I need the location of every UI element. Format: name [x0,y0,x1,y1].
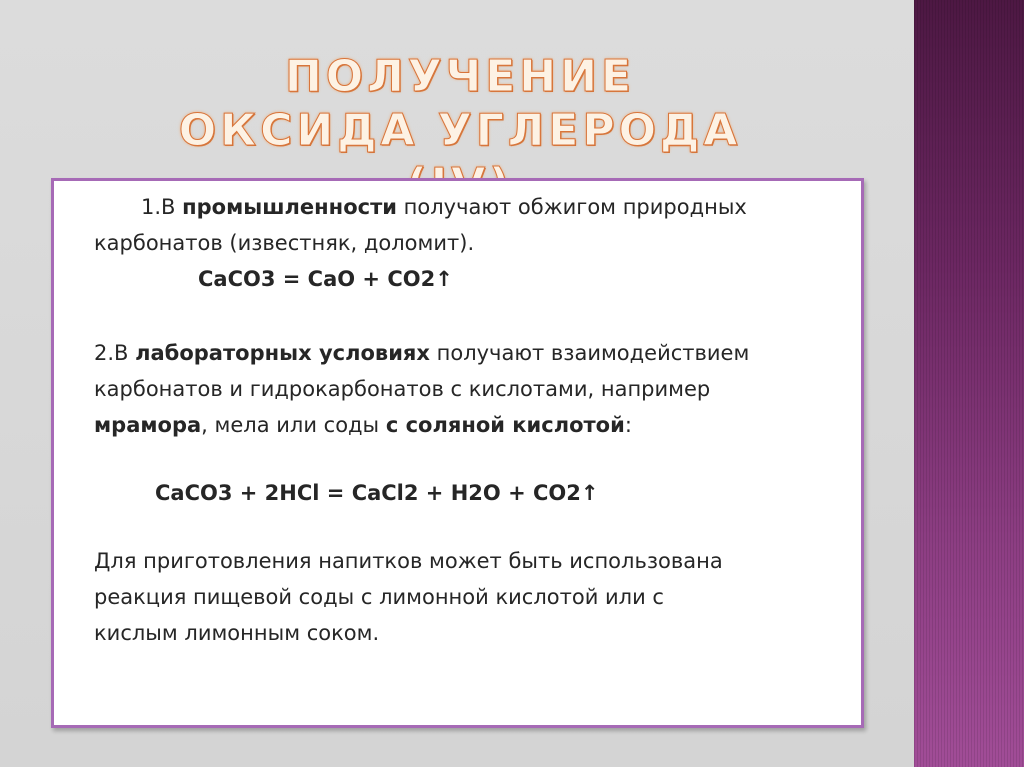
title-line-1: ПОЛУЧЕНИЕ [284,51,635,102]
paragraph-drinks-line-3: кислым лимонным соком. [94,621,380,645]
paragraph-laboratory [94,335,854,443]
paragraph-laboratory-marble: мрамора [94,413,202,437]
paragraph-drinks-line-2: реакция пищевой соды с лимонной кислотой или с [94,585,664,609]
paragraph-laboratory-keyword: лабораторных условиях [135,341,430,365]
paragraph-industry-rest: получают обжигом природных [396,195,747,219]
paragraph-industry [94,189,834,261]
paragraph-industry-line-2: карбонатов (известняк, доломит). [94,231,475,255]
paragraph-drinks-line-1: Для приготовления напитков может быть использована [94,549,723,573]
paragraph-industry-keyword: промышленности [182,195,397,219]
title-line-2: ОКСИДА УГЛЕРОДА [178,105,742,156]
equation-industry: CaCO3 = CaO + CO2↑ [198,267,453,291]
paragraph-laboratory-number: 2.В [94,341,136,365]
paragraph-laboratory-rest: получают взаимодействием [429,341,750,365]
content-box [51,178,864,728]
paragraph-industry-number: 1.В [141,195,183,219]
side-decorative-band [914,0,1024,767]
equation-laboratory: CaCO3 + 2HCl = CaCl2 + H2O + CO2↑ [155,481,599,505]
paragraph-industry-line-1 [94,189,834,225]
paragraph-laboratory-end: : [624,413,632,437]
paragraph-laboratory-acid: с соляной кислотой [385,413,625,437]
paragraph-laboratory-line-2: карбонатов и гидрокарбонатов с кислотами, например [94,377,711,401]
paragraph-drinks [94,543,854,651]
paragraph-laboratory-middle: , мела или соды [201,413,386,437]
paragraph-laboratory-line-1 [94,341,749,365]
